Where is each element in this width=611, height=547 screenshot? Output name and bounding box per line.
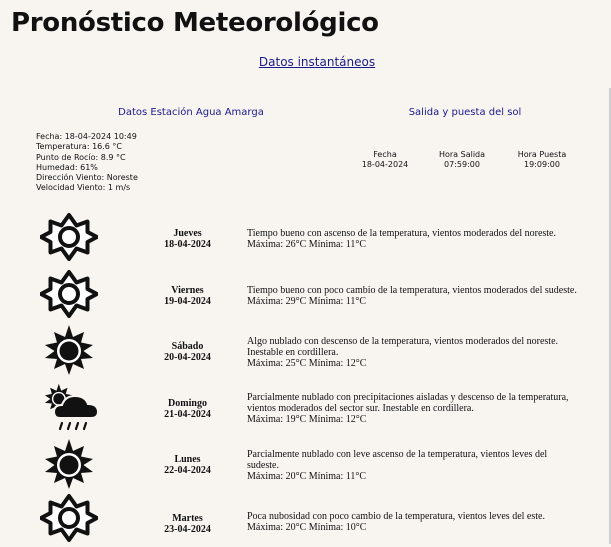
forecast-text: Tiempo bueno con ascenso de la temperatura, vientos moderados del noreste.: [247, 228, 556, 239]
forecast-temps: Máxima: 20°C Mínima: 10°C: [247, 522, 367, 533]
station-line-humidity: Humedad: 61%: [36, 162, 98, 172]
sun-value-sunrise: 07:59:00: [444, 160, 480, 169]
forecast-text: Tiempo bueno con poco cambio de la temperatura, vientos moderados del sudeste.: [247, 285, 577, 296]
forecast-description: [247, 285, 597, 307]
forecast-row: [0, 436, 611, 492]
sun-filled-icon: [40, 436, 98, 492]
forecast-day: [140, 285, 235, 307]
forecast-row: [0, 210, 611, 266]
forecast-text-2: Inestable en cordillera.: [247, 347, 339, 358]
forecast-text: Poca nubosidad con poco cambio de la temperatura, vientos leves del este.: [247, 511, 545, 522]
sun-title: Salida y puesta del sol: [408, 107, 522, 118]
forecast-day-name: Domingo: [168, 398, 207, 409]
forecast-day-name: Lunes: [174, 454, 201, 465]
page-title: Pronóstico Meteorológico: [11, 8, 379, 38]
forecast-day-name: Viernes: [171, 285, 204, 296]
forecast-row: [0, 322, 611, 378]
sun-outline-icon: [40, 491, 98, 547]
forecast-row: [0, 491, 611, 544]
forecast-description: [247, 511, 597, 533]
station-line-wind-direction: Dirección Viento: Noreste: [36, 173, 138, 183]
forecast-temps: Máxima: 25°C Mínima: 12°C: [247, 358, 367, 369]
forecast-text: Algo nublado con descenso de la temperatura, vientos moderados del noreste.: [247, 336, 559, 347]
forecast-day: [140, 398, 235, 420]
forecast-description: [247, 336, 597, 369]
forecast-day: [140, 341, 235, 363]
sun-header-date: Fecha: [373, 150, 397, 159]
forecast-day: [140, 513, 235, 535]
forecast-date: 23-04-2024: [164, 524, 211, 535]
station-line-date: Fecha: 18-04-2024 10:49: [36, 132, 137, 141]
forecast-date: 18-04-2024: [164, 239, 211, 250]
forecast-row: [0, 267, 611, 323]
forecast-date: 21-04-2024: [164, 409, 211, 420]
forecast-text: Parcialmente nublado con leve ascenso de la temperatura, vientos leves del: [247, 449, 548, 460]
sun-cloud-rain-icon: [40, 380, 98, 436]
forecast-date: 20-04-2024: [164, 352, 211, 363]
sun-value-date: 18-04-2024: [361, 160, 409, 169]
station-title: Datos Estación Agua Amarga: [118, 107, 264, 118]
station-line-dew-point: Punto de Rocío: 8.9 °C: [36, 152, 126, 162]
sun-value-sunset: 19:09:00: [524, 160, 560, 169]
forecast-date: 22-04-2024: [164, 465, 211, 476]
forecast-day: [140, 228, 235, 250]
forecast-description: [247, 228, 597, 250]
sun-filled-icon: [40, 322, 98, 378]
sun-outline-icon: [40, 210, 98, 266]
forecast-text-2: sudeste.: [247, 460, 279, 471]
station-data: [36, 132, 138, 194]
forecast-temps: Máxima: 29°C Mínima: 11°C: [247, 296, 367, 307]
forecast-temps: Máxima: 20°C Mínima: 11°C: [247, 471, 367, 482]
station-line-temperature: Temperatura: 16.6 °C: [36, 142, 123, 152]
forecast-description: [247, 392, 597, 425]
sun-header-sunset: Hora Puesta: [517, 150, 567, 159]
forecast-date: 19-04-2024: [164, 296, 211, 307]
forecast-day-name: Sábado: [171, 341, 204, 352]
sun-col-sunrise: [422, 150, 502, 170]
forecast-day-name: Jueves: [173, 228, 202, 239]
sun-col-date: [345, 150, 425, 170]
forecast-day: [140, 454, 235, 476]
forecast-row: [0, 380, 611, 436]
instant-data-link[interactable]: Datos instantáneos: [258, 55, 376, 69]
forecast-temps: Máxima: 26°C Mínima: 11°C: [247, 239, 367, 250]
sun-col-sunset: [502, 150, 582, 170]
forecast-text-2: vientos moderados del sector sur. Inestable en cordillera.: [247, 403, 474, 414]
forecast-day-name: Martes: [172, 513, 203, 524]
sun-header-sunrise: Hora Salida: [438, 150, 486, 159]
forecast-text: Parcialmente nublado con precipitaciones aisladas y descenso de la temperatura,: [247, 392, 569, 403]
forecast-description: [247, 449, 597, 482]
sun-outline-icon: [40, 267, 98, 323]
station-line-wind-speed: Velocidad Viento: 1 m/s: [36, 183, 131, 193]
forecast-temps: Máxima: 19°C Mínima: 12°C: [247, 414, 367, 425]
